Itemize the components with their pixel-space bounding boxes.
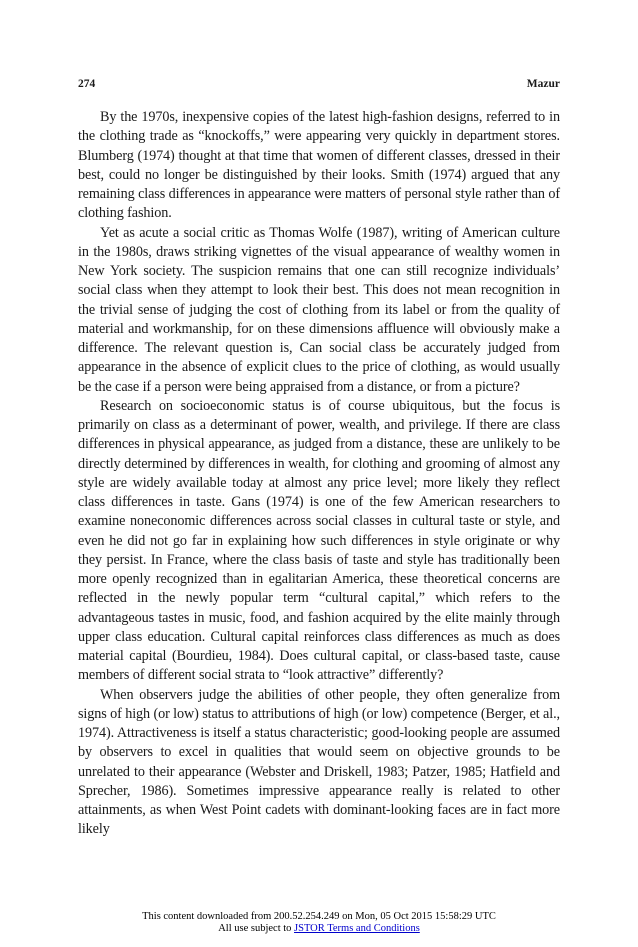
jstor-terms-link[interactable]: JSTOR Terms and Conditions	[294, 923, 420, 934]
jstor-footer	[0, 911, 638, 935]
download-notice: This content downloaded from 200.52.254.249 on Mon, 05 Oct 2015 15:58:29 UTC	[142, 911, 496, 922]
terms-prefix: All use subject to	[218, 923, 295, 934]
journal-page	[78, 78, 560, 840]
running-header	[78, 78, 560, 94]
article-body	[78, 108, 560, 840]
running-head-author: Mazur	[526, 78, 560, 90]
paragraph-socioeconomic-status: Research on socioeconomic status is of course ubiquitous, but the focus is primarily on class as a determinant of power, wealth, and privilege. If there are class differences in physical appearance, as judged from a distance, these are unlikely to be directly determined by differences in wealth, for clothing and grooming of almost any style are widely available today at almost any price level; more likely they reflect class differences in taste. Gans (1974) is one of the few American researchers to examine noneconomic differences across social classes in cultural taste or style, and even he did not go far in explaining how such differences in style originate or why they persist. In France, where the class basis of taste and style has traditionally been more openly recognized than in egalitarian America, these theoretical concerns are reflected in the newly popular term “cultural capital,” which refers to the advantageous tastes in music, food, and fashion acquired by the elite mainly through upper class education. Cultural capital reinforces class differences as much as does material capital (Bourdieu, 1984). Does cultural capital, or class-based taste, cause members of different social strata to “look attractive” differently?	[78, 397, 560, 684]
page-number: 274	[78, 78, 96, 90]
terms-line	[0, 923, 638, 935]
paragraph-knockoffs: By the 1970s, inexpensive copies of the latest high-fashion designs, referred to in the clothing trade as “knockoffs,” were appearing very quickly in department stores. Blumberg (1974) thought at that time that women of different classes, dressed in their best, could no longer be distinguished by their looks. Smith (1974) argued that any remaining class differences in appearance were matters of personal style rather than of clothing fashion.	[78, 109, 560, 222]
paragraph-status-attributions: When observers judge the abilities of other people, they often generalize from signs of high (or low) status to attributions of high (or low) competence (Berger, et al., 1974). Attractiveness is itself a status characteristic; good-looking people are assumed by observers to excel in qualities that would seem on objective grounds to be unrelated to their appearance (Webster and Driskell, 1983; Patzer, 1985; Hatfield and Sprecher, 1986). Sometimes impressive appearance really is related to other attainments, as when West Point cadets with dominant-looking faces are in fact more likely	[78, 686, 560, 838]
paragraph-social-critic: Yet as acute a social critic as Thomas Wolfe (1987), writing of American culture in the 1980s, draws striking vignettes of the visual appearance of wealthy women in New York society. The suspicion remains that one can still recognize individuals’ social class when they attempt to look their best. This does not mean recognition in the trivial sense of judging the cost of clothing from its label or from the quality of material and workmanship, for on these dimensions affluence will obviously make a difference. The relevant question is, Can social class be accurately judged from appearance in the absence of explicit clues to the price of clothing, as would usually be the case if a person were being appraised from a distance, or from a picture?	[78, 224, 560, 395]
